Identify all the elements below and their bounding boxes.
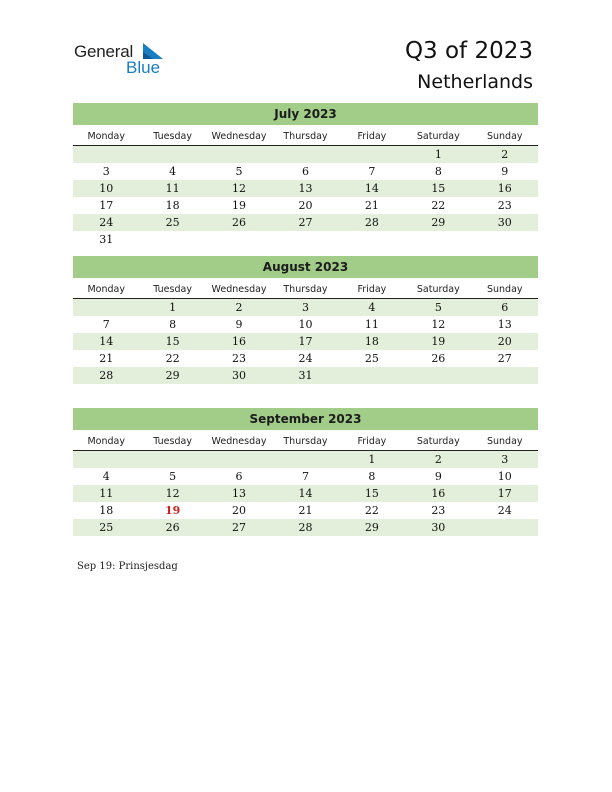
weekday-label: Saturday — [416, 284, 460, 295]
date-cell: 2 — [434, 453, 442, 466]
week-row — [73, 468, 538, 485]
logo-text-general: General — [74, 42, 134, 61]
date-cell — [139, 451, 205, 468]
date-cell: 18 — [364, 335, 379, 348]
week-row — [73, 519, 538, 536]
date-cell: 9 — [501, 165, 509, 178]
date-cell — [206, 231, 272, 248]
date-cell: 19 — [232, 199, 247, 212]
date-cell: 29 — [165, 369, 180, 382]
date-cell: 30 — [497, 216, 512, 229]
date-cell: 14 — [298, 487, 313, 500]
date-cell: 20 — [298, 199, 313, 212]
date-cell: 9 — [235, 318, 243, 331]
date-cell: 28 — [298, 521, 313, 534]
date-cell: 27 — [232, 521, 247, 534]
weekday-label: Sunday — [486, 284, 523, 295]
date-cell: 11 — [364, 318, 379, 331]
weekday-label: Wednesday — [211, 436, 267, 447]
date-cell: 17 — [99, 199, 114, 212]
date-cell: 23 — [232, 352, 247, 365]
weekday-label: Monday — [87, 284, 125, 295]
week-row — [73, 180, 538, 197]
date-cell: 23 — [497, 199, 512, 212]
month-title: September 2023 — [73, 408, 538, 430]
date-cell: 9 — [434, 470, 442, 483]
weekday-header-row — [73, 128, 538, 146]
logo-text-blue: Blue — [126, 58, 161, 77]
holiday-date-cell: 19 — [164, 504, 181, 517]
date-cell: 1 — [169, 301, 177, 314]
country-name: Netherlands — [417, 71, 533, 93]
date-cell — [206, 451, 272, 468]
date-cell: 27 — [298, 216, 313, 229]
date-cell — [139, 231, 205, 248]
date-cell: 31 — [99, 233, 114, 246]
date-cell: 18 — [99, 504, 114, 517]
date-cell: 24 — [298, 352, 313, 365]
month-title: August 2023 — [73, 256, 538, 278]
date-cell: 13 — [497, 318, 512, 331]
date-cell: 28 — [99, 369, 114, 382]
date-cell: 3 — [501, 453, 509, 466]
date-cell: 21 — [99, 352, 114, 365]
date-cell: 30 — [431, 521, 446, 534]
week-row — [73, 502, 538, 519]
date-cell — [339, 367, 405, 384]
date-cell: 3 — [102, 165, 110, 178]
weekday-label: Wednesday — [211, 284, 267, 295]
date-cell: 7 — [368, 165, 376, 178]
date-cell: 21 — [298, 504, 313, 517]
date-cell: 3 — [301, 301, 309, 314]
date-cell — [73, 451, 139, 468]
date-cell: 26 — [431, 352, 446, 365]
date-cell: 13 — [298, 182, 313, 195]
weekday-label: Thursday — [283, 284, 328, 295]
date-cell: 2 — [235, 301, 243, 314]
date-cell: 8 — [368, 470, 376, 483]
date-cell: 7 — [102, 318, 110, 331]
week-row — [73, 299, 538, 316]
date-cell: 10 — [99, 182, 114, 195]
weekday-label: Friday — [357, 284, 387, 295]
date-cell: 2 — [501, 148, 509, 161]
date-cell: 24 — [497, 504, 512, 517]
date-cell: 22 — [165, 352, 180, 365]
date-cell: 17 — [497, 487, 512, 500]
date-cell: 17 — [298, 335, 313, 348]
week-row — [73, 333, 538, 350]
date-cell — [139, 146, 205, 163]
date-cell: 26 — [165, 521, 180, 534]
weekday-label: Tuesday — [153, 131, 192, 142]
date-cell — [272, 146, 338, 163]
week-row — [73, 485, 538, 502]
date-cell: 23 — [431, 504, 446, 517]
date-cell: 25 — [364, 352, 379, 365]
week-row — [73, 163, 538, 180]
date-cell: 19 — [431, 335, 446, 348]
date-cell: 25 — [165, 216, 180, 229]
week-row — [73, 214, 538, 231]
date-cell: 29 — [431, 216, 446, 229]
date-cell: 29 — [364, 521, 379, 534]
week-row — [73, 231, 538, 248]
date-cell: 4 — [169, 165, 177, 178]
week-row — [73, 197, 538, 214]
weekday-label: Tuesday — [153, 436, 192, 447]
date-cell: 21 — [364, 199, 379, 212]
date-cell — [206, 146, 272, 163]
date-cell: 7 — [301, 470, 309, 483]
weekday-label: Sunday — [486, 436, 523, 447]
date-cell: 15 — [364, 487, 379, 500]
weekday-label: Tuesday — [153, 284, 192, 295]
date-cell — [73, 299, 139, 316]
weekday-label: Friday — [357, 131, 387, 142]
week-row — [73, 350, 538, 367]
weekday-label: Thursday — [283, 436, 328, 447]
date-cell: 11 — [165, 182, 180, 195]
date-cell: 5 — [434, 301, 442, 314]
date-cell: 25 — [99, 521, 114, 534]
weekday-label: Friday — [357, 436, 387, 447]
date-cell: 26 — [232, 216, 247, 229]
date-cell: 5 — [235, 165, 243, 178]
date-cell: 10 — [497, 470, 512, 483]
month-calendar — [73, 103, 538, 248]
date-cell: 4 — [102, 470, 110, 483]
date-cell: 6 — [301, 165, 309, 178]
date-cell: 11 — [99, 487, 114, 500]
holiday-note: Sep 19: Prinsjesdag — [77, 561, 178, 572]
date-cell — [272, 451, 338, 468]
date-cell — [405, 231, 471, 248]
date-cell — [472, 231, 538, 248]
date-cell: 14 — [364, 182, 379, 195]
date-cell — [272, 231, 338, 248]
date-cell: 22 — [364, 504, 379, 517]
weekday-label: Monday — [87, 131, 125, 142]
date-cell — [339, 146, 405, 163]
date-cell — [73, 146, 139, 163]
week-row — [73, 316, 538, 333]
date-cell: 20 — [497, 335, 512, 348]
date-cell — [472, 519, 538, 536]
week-row — [73, 451, 538, 468]
date-cell: 31 — [298, 369, 313, 382]
weekday-label: Sunday — [486, 131, 523, 142]
weekday-header-row — [73, 281, 538, 299]
date-cell — [405, 367, 471, 384]
weekday-label: Saturday — [416, 131, 460, 142]
date-cell: 4 — [368, 301, 376, 314]
date-cell: 5 — [169, 470, 177, 483]
date-cell: 8 — [169, 318, 177, 331]
weekday-label: Monday — [87, 436, 125, 447]
weekday-label: Wednesday — [211, 131, 267, 142]
date-cell: 10 — [298, 318, 313, 331]
date-cell: 12 — [431, 318, 446, 331]
date-cell: 27 — [497, 352, 512, 365]
date-cell: 24 — [99, 216, 114, 229]
week-row — [73, 367, 538, 384]
month-calendar — [73, 408, 538, 536]
date-cell: 18 — [165, 199, 180, 212]
date-cell — [339, 231, 405, 248]
month-calendar — [73, 256, 538, 384]
weekday-label: Thursday — [283, 131, 328, 142]
date-cell — [472, 367, 538, 384]
weekday-label: Saturday — [416, 436, 460, 447]
page-title: Q3 of 2023 — [404, 38, 533, 64]
date-cell: 16 — [232, 335, 247, 348]
date-cell: 6 — [235, 470, 243, 483]
date-cell: 16 — [431, 487, 446, 500]
weekday-header-row — [73, 433, 538, 451]
date-cell: 13 — [232, 487, 247, 500]
date-cell: 28 — [364, 216, 379, 229]
date-cell: 1 — [434, 148, 442, 161]
date-cell: 15 — [431, 182, 446, 195]
week-row — [73, 146, 538, 163]
date-cell: 15 — [165, 335, 180, 348]
date-cell: 12 — [165, 487, 180, 500]
date-cell: 6 — [501, 301, 509, 314]
date-cell: 20 — [232, 504, 247, 517]
date-cell: 30 — [232, 369, 247, 382]
date-cell: 16 — [497, 182, 512, 195]
date-cell: 8 — [434, 165, 442, 178]
date-cell: 22 — [431, 199, 446, 212]
brand-logo — [74, 42, 174, 78]
date-cell: 12 — [232, 182, 247, 195]
date-cell: 14 — [99, 335, 114, 348]
date-cell: 1 — [368, 453, 376, 466]
month-title: July 2023 — [73, 103, 538, 125]
